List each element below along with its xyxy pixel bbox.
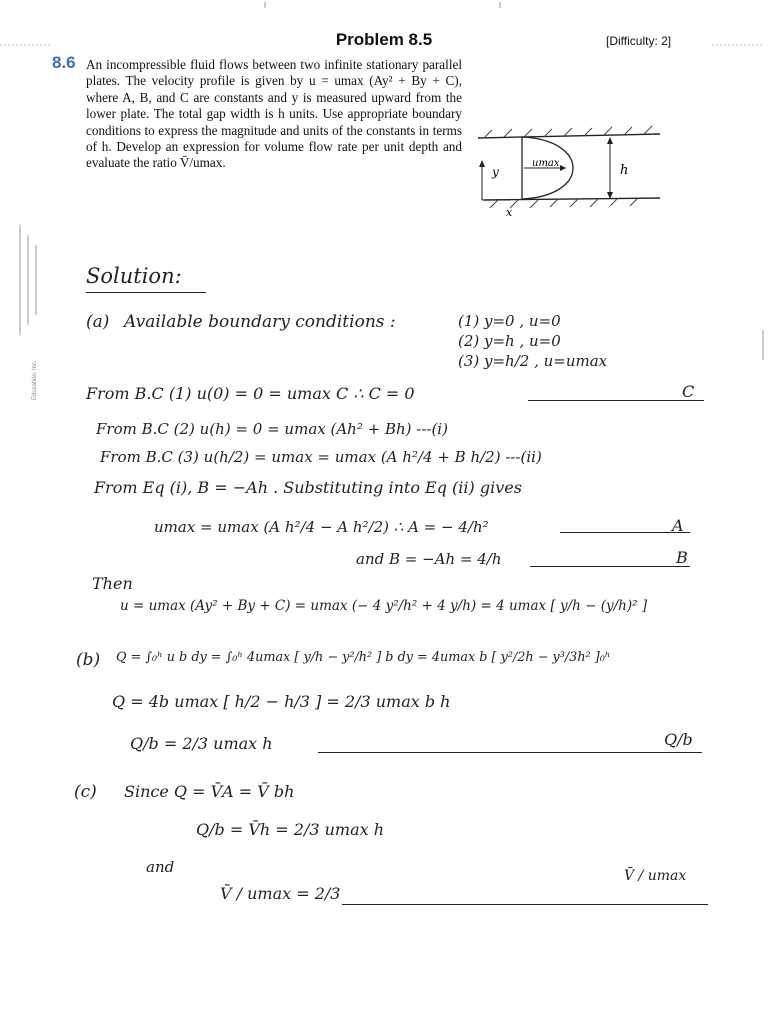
answer-c: C <box>682 382 695 401</box>
bc-3: (3) y=h/2 , u=umax <box>458 352 608 370</box>
solution-line-9: Q = ∫₀ʰ u b dy = ∫₀ʰ 4umax [ y/h − y²/h² ] b dy = 4umax b [ y²/2h − y³/3h² ]₀ʰ <box>116 650 611 665</box>
solution-heading: Solution: <box>86 264 182 288</box>
fig-h-label: h <box>620 163 629 178</box>
margin-faint-marks <box>14 225 44 345</box>
solution-line-6: and B = −Ah = 4/h <box>356 550 502 568</box>
answer-line-qb <box>318 752 702 753</box>
part-b-label: (b) <box>76 650 101 670</box>
page-title: Problem 8.5 <box>335 30 433 49</box>
fig-x-label: x <box>506 206 513 219</box>
solution-line-5: umax = umax (A h²/4 − A h²/2) ∴ A = − 4/h² <box>154 518 489 536</box>
answer-a: A <box>672 516 684 535</box>
part-a-label: (a) <box>86 312 110 332</box>
difficulty-label: [Difficulty: 2] <box>606 34 672 48</box>
solution-line-10: Q = 4b umax [ h/2 − h/3 ] = 2/3 umax b h <box>112 692 451 711</box>
solution-line-1: From B.C (1) u(0) = 0 = umax C ∴ C = 0 <box>86 384 415 403</box>
solution-line-8: u = umax (Ay² + By + C) = umax (− 4 y²/h² + 4 y/h) = 4 umax [ y/h − (y/h)² ] <box>120 598 648 614</box>
bc-2: (2) y=h , u=0 <box>458 332 561 350</box>
answer-line-ratio <box>342 904 708 905</box>
solution-line-13: Q/b = V̄h = 2/3 umax h <box>196 820 385 839</box>
solution-line-11: Q/b = 2/3 umax h <box>130 734 273 753</box>
fig-umax-label: umax <box>532 158 560 169</box>
fig-y-label: y <box>492 165 499 179</box>
answer-ratio: V̄ / umax <box>624 868 687 884</box>
solution-heading-underline <box>86 292 206 293</box>
answer-line-c <box>528 400 704 401</box>
problem-statement: An incompressible fluid flows between two infinite stationary parallel plates. The velocity profile is given by u = umax (Ay² + By + C), where A, B, and C are constants and y is measured upward from the lower plate. The total gap width is h units. Use appropriate boundary conditions to express the magnitude and units of the constants in terms of h. Develop an expression for volume flow rate per unit depth and evaluate the ratio V̄/umax. <box>86 57 462 171</box>
solution-line-14: and <box>146 858 175 876</box>
header-decorations <box>0 0 768 60</box>
problem-number: 8.6 <box>52 53 76 72</box>
part-a-text: Available boundary conditions : <box>124 312 396 332</box>
solution-line-7: Then <box>92 574 133 593</box>
part-c-label: (c) <box>74 782 97 802</box>
solution-line-3: From B.C (3) u(h/2) = umax = umax (A h²/4 + B h/2) ---(ii) <box>100 448 542 466</box>
solution-line-15: V̄ / umax = 2/3 <box>220 884 341 903</box>
margin-copyright-note: Education, Inc. <box>32 360 38 400</box>
answer-b: B <box>676 548 688 567</box>
answer-line-a <box>560 532 690 533</box>
bc-1: (1) y=0 , u=0 <box>458 312 561 330</box>
answer-qb: Q/b <box>664 730 693 749</box>
solution-line-2: From B.C (2) u(h) = 0 = umax (Ah² + Bh) ---(i) <box>96 420 448 438</box>
right-margin-mark <box>762 330 764 360</box>
velocity-profile-diagram <box>470 120 670 220</box>
solution-line-12: Since Q = V̄A = V̄ bh <box>124 782 295 801</box>
solution-line-4: From Eq (i), B = −Ah . Substituting into Eq (ii) gives <box>94 478 522 497</box>
answer-line-b <box>530 566 690 567</box>
